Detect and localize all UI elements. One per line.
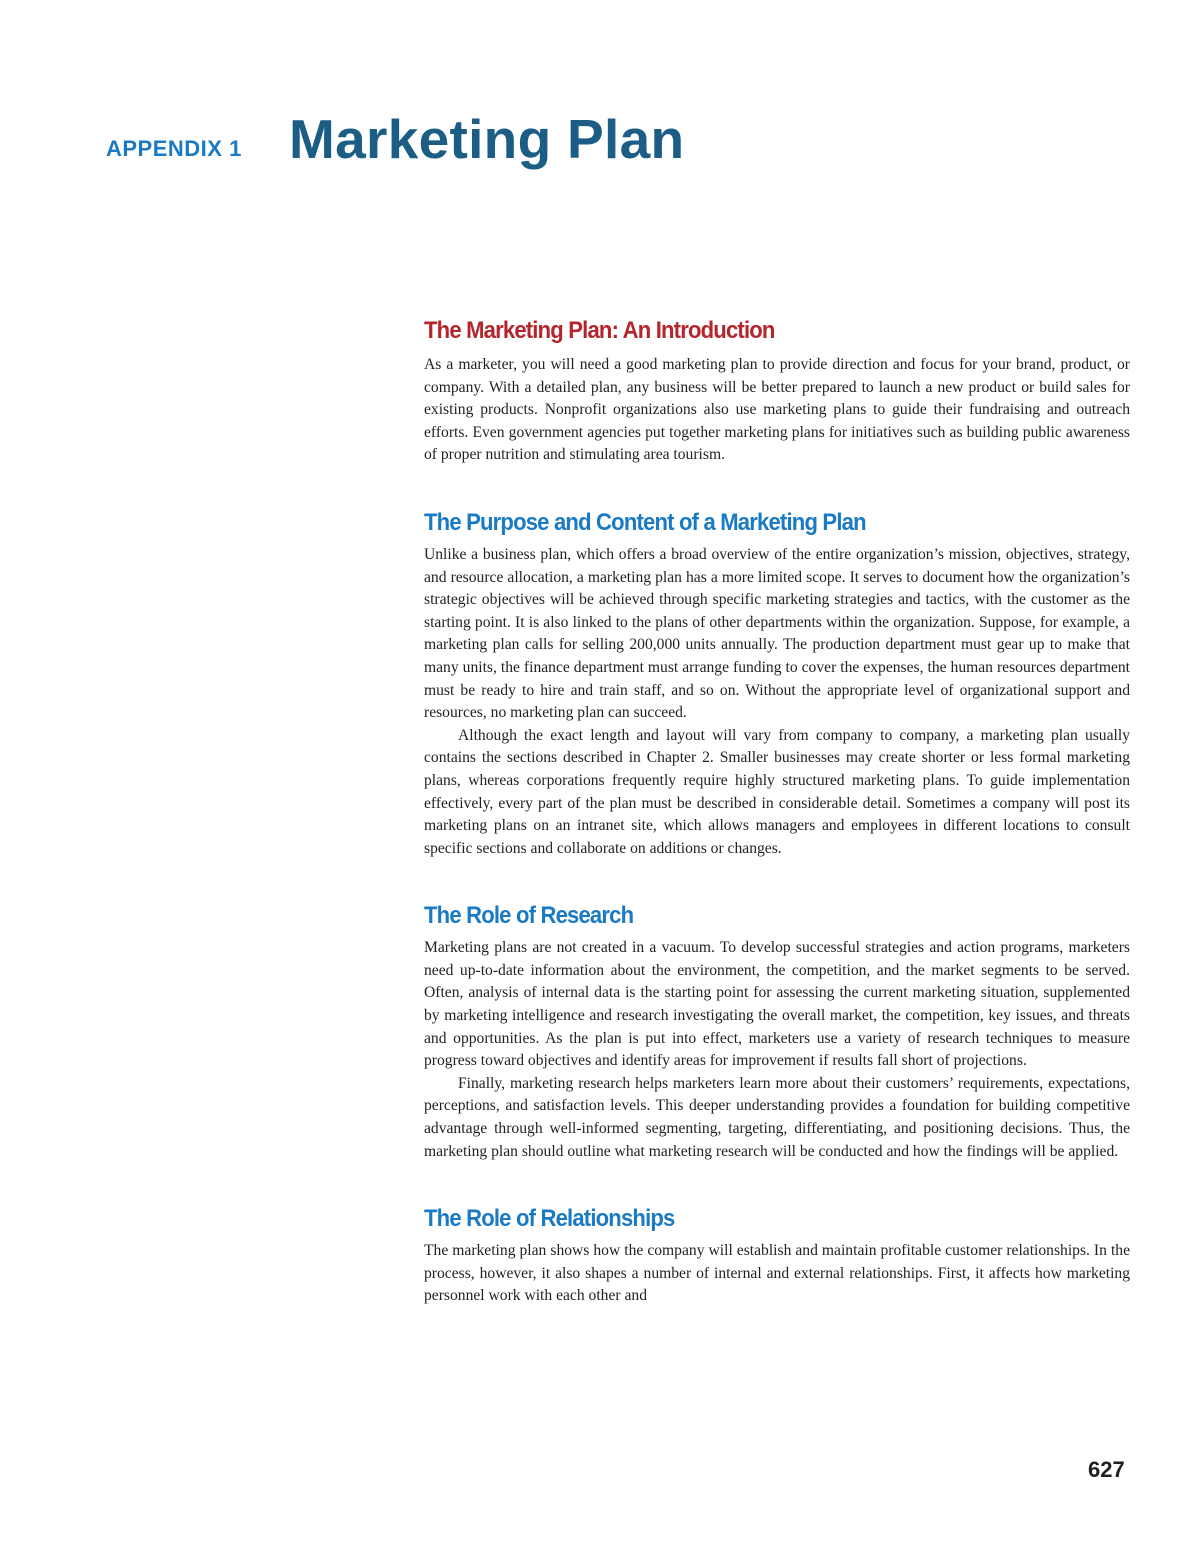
paragraph: Unlike a business plan, which offers a broad overview of the entire organization’s mission, objectives, strategy, and resource allocation, a marketing plan has a more limited scope. It serves to document how the organization’s strategic objectives will be achieved through specific marketing strategies and tactics, with the customer as the starting point. It is also linked to the plans of other departments within the organization. Suppose, for example, a marketing plan calls for selling 200,000 units annually. The production department must gear up to make that many units, the finance department must arrange funding to cover the expenses, the human resources department must be ready to hire and train staff, and so on. Without the appropriate level of organizational support and resources, no marketing plan can succeed. — [424, 545, 1130, 722]
section-heading: The Purpose and Content of a Marketing Plan — [424, 508, 866, 536]
section-heading: The Marketing Plan: An Introduction — [424, 317, 775, 344]
main-content — [424, 314, 1130, 1308]
page-title: Marketing Plan — [289, 108, 685, 170]
section-role-of-relationships — [424, 1202, 1130, 1308]
section-heading: The Role of Relationships — [424, 1205, 675, 1233]
paragraph: As a marketer, you will need a good marketing plan to provide direction and focus for your brand, product, or company. With a detailed plan, any business will be better prepared to launch a new product or build sales for existing products. Nonprofit organizations also use marketing plans to guide their fundraising and outreach efforts. Even government agencies put together marketing plans for initiatives such as building public awareness of proper nutrition and stimulating area tourism. — [424, 356, 1130, 464]
paragraph: Finally, marketing research helps marketers learn more about their customers’ requirements, expectations, perceptions, and satisfaction levels. This deeper understanding provides a foundation for building competitive advantage through well-informed segmenting, targeting, differentiating, and positioning decisions. Thus, the marketing plan should outline what marketing research will be conducted and how the findings will be applied. — [424, 1074, 1130, 1160]
section-introduction — [424, 314, 1130, 467]
section-heading: The Role of Research — [424, 902, 634, 930]
paragraph: Marketing plans are not created in a vacuum. To develop successful strategies and action programs, marketers need up-to-date information about the environment, the competition, and the market segments to be served. Often, analysis of internal data is the starting point for assessing the current marketing situation, supplemented by marketing intelligence and research investigating the overall market, the competition, key issues, and threats and opportunities. As the plan is put into effect, marketers use a variety of research techniques to measure progress toward objectives and identify areas for improvement if results fall short of projections. — [424, 939, 1130, 1070]
section-purpose-and-content — [424, 506, 1130, 860]
paragraph: Although the exact length and layout will vary from company to company, a marketing plan usually contains the sections described in Chapter 2. Smaller businesses may create shorter or less formal marketing plans, whereas corporations frequently require highly structured marketing plans. To guide implementation effectively, every part of the plan must be described in considerable detail. Sometimes a company will post its marketing plans on an intranet site, which allows managers and employees in different locations to consult specific sections and collaborate on additions or changes. — [424, 726, 1130, 857]
section-role-of-research — [424, 899, 1130, 1163]
appendix-label: APPENDIX 1 — [106, 136, 242, 161]
page-number: 627 — [1088, 1457, 1125, 1482]
paragraph: The marketing plan shows how the company will establish and maintain profitable customer relationships. In the process, however, it also shapes a number of internal and external relationships. First, it affects how marketing personnel work with each other and — [424, 1242, 1130, 1305]
